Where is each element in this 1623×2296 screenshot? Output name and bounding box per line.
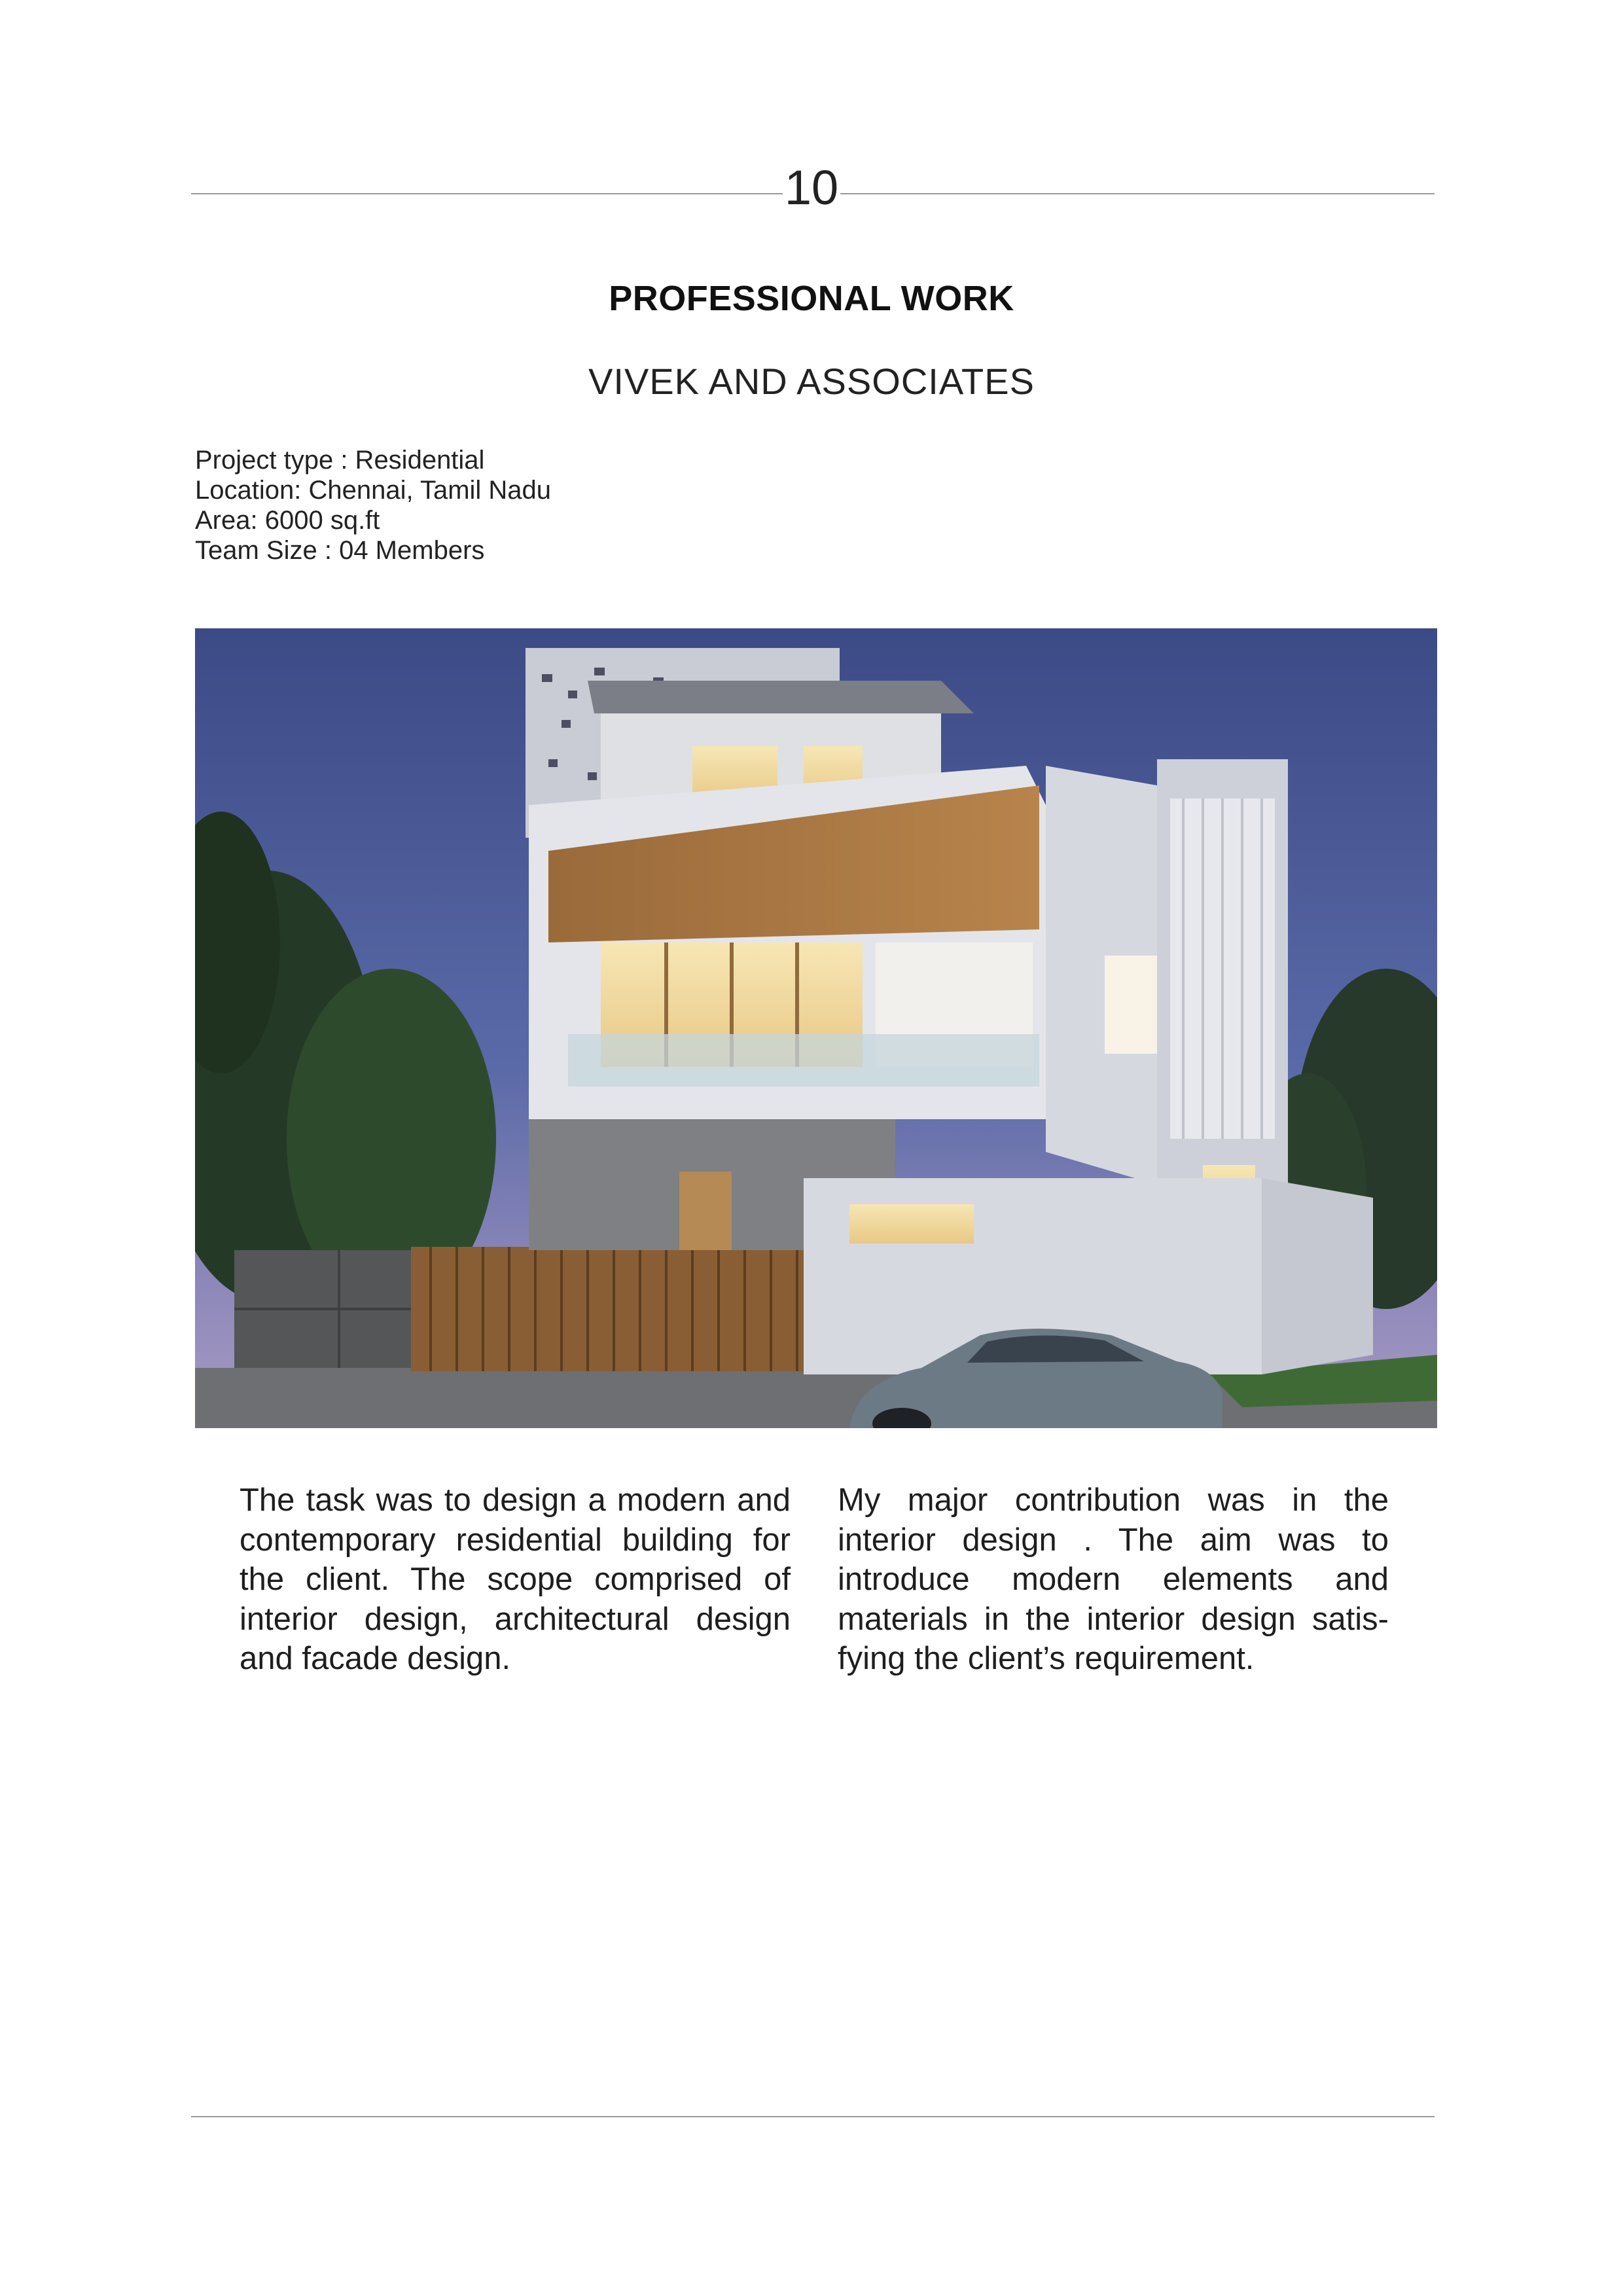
detail-team-size: Team Size : 04 Members bbox=[195, 536, 485, 565]
page-number: 10 bbox=[784, 160, 839, 215]
project-details bbox=[195, 445, 551, 565]
page-title: PROFESSIONAL WORK bbox=[609, 279, 1014, 318]
bottom-rule bbox=[191, 2116, 1435, 2117]
detail-location: Location: Chennai, Tamil Nadu bbox=[195, 476, 552, 505]
top-rule-left bbox=[191, 193, 783, 194]
top-rule-right bbox=[840, 193, 1435, 194]
description-right: My major contribution was in the interior design . The aim was to introduce modern elements and materials in the interior design satis-fying the client’s requirement. bbox=[838, 1482, 1389, 1676]
description-left: The task was to design a modern and contemporary residential building for the client. The scope comprised of interior design, architectural design and facade design. bbox=[240, 1482, 791, 1676]
building-render-image bbox=[195, 628, 1437, 1428]
detail-project-type: Project type : Residential bbox=[195, 446, 485, 475]
detail-area: Area: 6000 sq.ft bbox=[195, 506, 380, 535]
firm-name: VIVEK AND ASSOCIATES bbox=[588, 361, 1035, 402]
